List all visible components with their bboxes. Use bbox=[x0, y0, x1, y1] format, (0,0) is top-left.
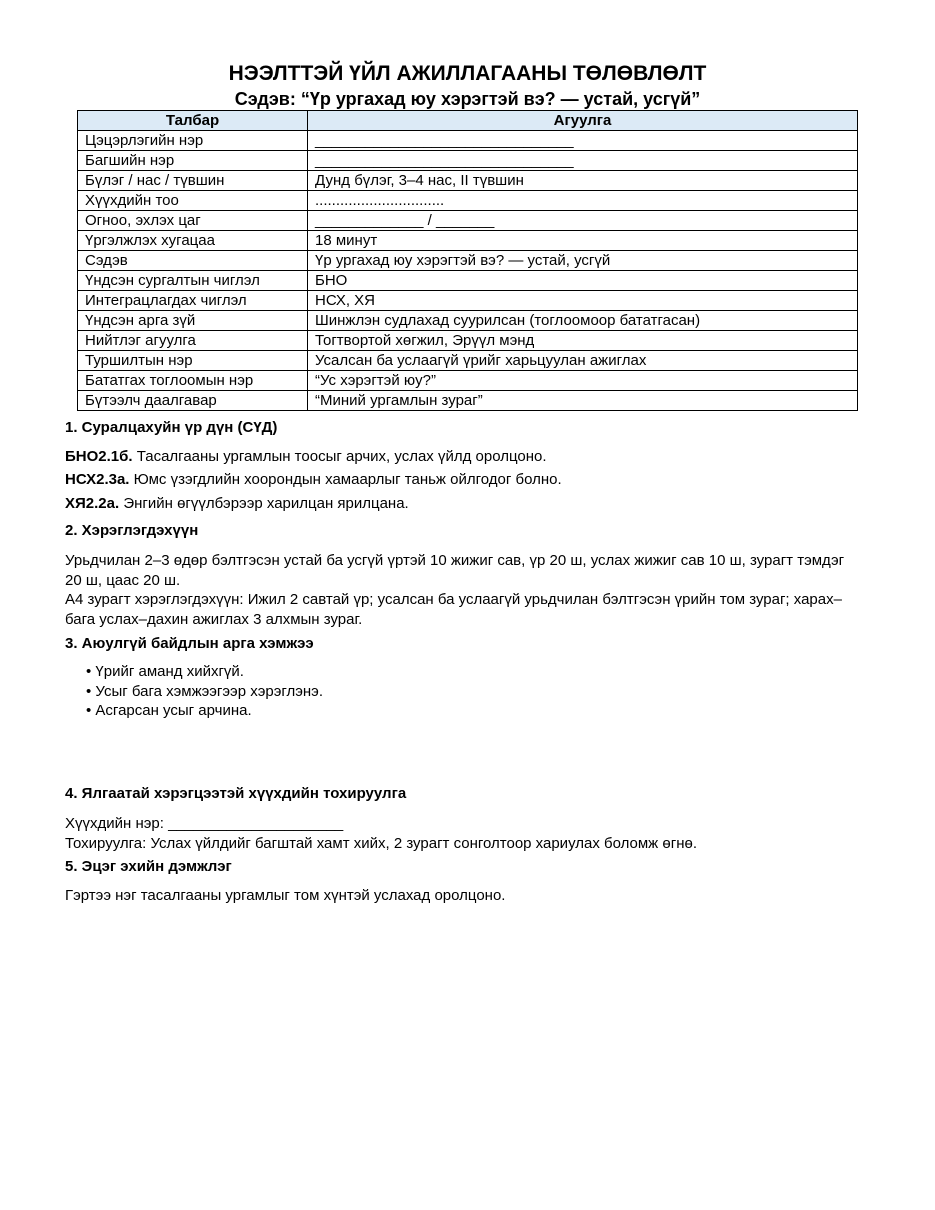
special-needs-paragraph bbox=[65, 814, 855, 853]
document-title: НЭЭЛТТЭЙ ҮЙЛ АЖИЛЛАГААНЫ ТӨЛӨВЛӨЛТ bbox=[228, 62, 707, 85]
table-cell-value: Шинжлэн судлахад суурилсан (тоглоомоор бататгасан) bbox=[308, 311, 858, 331]
table-cell-value: “Ус хэрэгтэй юу?” bbox=[308, 371, 858, 391]
table-cell-field: Цэцэрлэгийн нэр bbox=[78, 131, 308, 151]
table-cell-value: НСХ, ХЯ bbox=[308, 291, 858, 311]
section-heading-parent-support: 5. Эцэг эхийн дэмжлэг bbox=[65, 858, 232, 875]
table-row bbox=[78, 271, 858, 291]
table-cell-field: Бататгах тоглоомын нэр bbox=[78, 371, 308, 391]
table-cell-value: БНО bbox=[308, 271, 858, 291]
table-cell-field: Үндсэн сургалтын чиглэл bbox=[78, 271, 308, 291]
table-cell-field: Бүтээлч даалгавар bbox=[78, 391, 308, 411]
table-cell-value: “Миний ургамлын зураг” bbox=[308, 391, 858, 411]
table-cell-field: Сэдэв bbox=[78, 251, 308, 271]
outcome-code: БНО2.1б. bbox=[65, 448, 133, 465]
outcome-code: НСХ2.3а. bbox=[65, 471, 130, 488]
table-cell-field: Үргэлжлэх хугацаа bbox=[78, 231, 308, 251]
table-row bbox=[78, 251, 858, 271]
adjustment-text: Тохируулга: Услах үйлдийг багштай хамт хийх, 2 зурагт сонголтоор хариулах боломж өгнө. bbox=[65, 834, 697, 852]
table-row bbox=[78, 131, 858, 151]
table-row bbox=[78, 291, 858, 311]
table-cell-value: _______________________________ bbox=[308, 151, 858, 171]
list-item: • Үрийг аманд хийхгүй. bbox=[86, 663, 244, 680]
outcome-item bbox=[65, 470, 855, 490]
table-row bbox=[78, 191, 858, 211]
table-cell-value: Тогтвортой хөгжил, Эрүүл мэнд bbox=[308, 331, 858, 351]
table-cell-value: Усалсан ба услаагүй үрийг харьцуулан ажиглах bbox=[308, 351, 858, 371]
table-row bbox=[78, 231, 858, 251]
outcome-item bbox=[65, 447, 855, 467]
outcome-text: Тасалгааны ургамлын тоосыг арчих, услах үйлд оролцоно. bbox=[132, 448, 547, 465]
table-cell-field: Интеграцлагдах чиглэл bbox=[78, 291, 308, 311]
table-cell-value: Дунд бүлэг, 3–4 нас, II түвшин bbox=[308, 171, 858, 191]
table-cell-value: Үр ургахад юу хэрэгтэй вэ? — устай, усгүй bbox=[308, 251, 858, 271]
outcome-text: Энгийн өгүүлбэрээр харилцан ярилцана. bbox=[119, 495, 409, 512]
info-table bbox=[77, 110, 858, 411]
outcome-item bbox=[65, 494, 855, 514]
list-item: • Усыг бага хэмжээгээр хэрэглэнэ. bbox=[86, 682, 324, 700]
table-row bbox=[78, 151, 858, 171]
table-row bbox=[78, 171, 858, 191]
table-cell-field: Нийтлэг агуулга bbox=[78, 331, 308, 351]
materials-a4-text: А4 зурагт хэрэглэгдэхүүн: Ижил 2 савтай үр; усалсан ба услаагүй урьдчилан бэлтгэсэн үрийн том зураг; харах–бага услах–дахин ажиглах 3 алхмын зураг. bbox=[65, 591, 842, 628]
table-row bbox=[78, 211, 858, 231]
info-table-body bbox=[78, 131, 858, 411]
outcome-text: Юмс үзэгдлийн хоорондын хамаарлыг таньж ойлгодог болно. bbox=[129, 471, 562, 488]
table-cell-field: Бүлэг / нас / түвшин bbox=[78, 171, 308, 191]
table-row bbox=[78, 331, 858, 351]
table-cell-field: Үндсэн арга зүй bbox=[78, 311, 308, 331]
section-heading-materials: 2. Хэрэглэгдэхүүн bbox=[65, 522, 199, 539]
table-header-row bbox=[78, 111, 858, 131]
table-row bbox=[78, 391, 858, 411]
table-cell-value: _____________ / _______ bbox=[308, 211, 858, 231]
table-cell-field: Багшийн нэр bbox=[78, 151, 308, 171]
table-cell-value: _______________________________ bbox=[308, 131, 858, 151]
table-row bbox=[78, 371, 858, 391]
parent-support-text: Гэртээ нэг тасалгааны ургамлыг том хүнтэй услахад оролцоно. bbox=[65, 887, 506, 904]
materials-text: Урьдчилан 2–3 өдөр бэлтгэсэн устай ба усгүй үртэй 10 жижиг сав, үр 20 ш, услах жижиг сав 10 ш, зурагт тэмдэг 20 ш, цаас 20 ш. bbox=[65, 552, 845, 589]
safety-list bbox=[86, 662, 323, 721]
table-cell-field: Огноо, эхлэх цаг bbox=[78, 211, 308, 231]
section-heading-outcomes: 1. Суралцахуйн үр дүн (СҮД) bbox=[65, 419, 278, 436]
table-header-value: Агуулга bbox=[308, 111, 858, 131]
list-item: • Асгарсан усыг арчина. bbox=[86, 702, 252, 719]
table-header-field: Талбар bbox=[78, 111, 308, 131]
table-row bbox=[78, 311, 858, 331]
table-row bbox=[78, 351, 858, 371]
table-cell-field: Туршилтын нэр bbox=[78, 351, 308, 371]
table-cell-field: Хүүхдийн тоо bbox=[78, 191, 308, 211]
child-name-line: Хүүхдийн нэр: _____________________ bbox=[65, 815, 344, 832]
document-subtitle: Сэдэв: “Үр ургахад юу хэрэгтэй вэ? — устай, усгүй” bbox=[234, 89, 701, 109]
section-heading-special-needs: 4. Ялгаатай хэрэгцээтэй хүүхдийн тохируулга bbox=[65, 785, 407, 802]
table-cell-value: ............................... bbox=[308, 191, 858, 211]
outcome-code: ХЯ2.2а. bbox=[65, 495, 120, 512]
section-heading-safety: 3. Аюулгүй байдлын арга хэмжээ bbox=[65, 635, 314, 652]
materials-paragraph bbox=[65, 551, 855, 629]
table-cell-value: 18 минут bbox=[308, 231, 858, 251]
